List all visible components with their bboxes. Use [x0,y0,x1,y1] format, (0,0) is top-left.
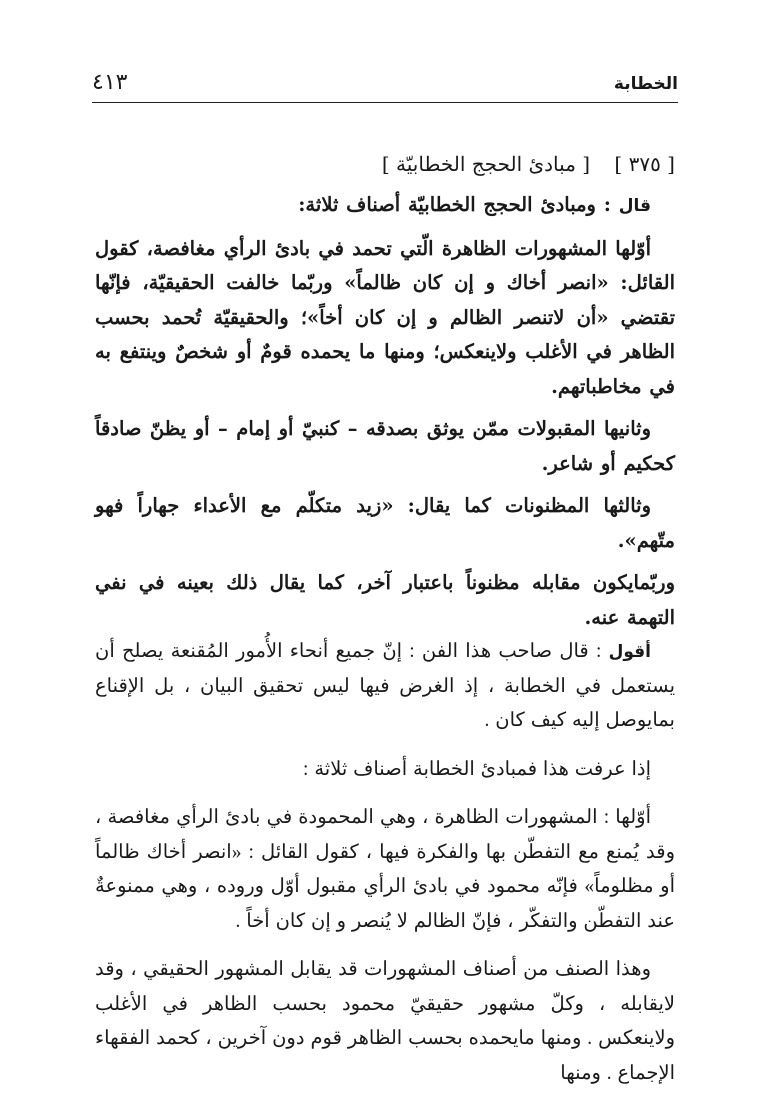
page-content [95,148,675,1091]
matn-intro [95,188,675,224]
aqulu-marker: أقول [608,642,651,662]
sharh-paragraph-3: أوّلها : المشهورات الظاهرة ، وهي المحمودة في بادئ الرأي مغافصة ، وقد يُمنع مع التفطّن بها والفكرة فيها ، كقول القائل : «انصر أخاك ظالماً أو مظلوماً» فإنّه محمود في بادئ الرأي مقبول أوّل وروده ، وهي ممنوعةٌ عند التفطّن والتفكّر ، فإنّ الظالم لا يُنصر و إن كان أخاً . [95,807,675,932]
sharh-paragraph-1 [95,635,675,739]
qala-marker: قال [618,196,651,216]
section-heading [95,148,675,180]
running-header [92,70,678,103]
sharh-paragraph-2: إذا عرفت هذا فمبادئ الخطابة أصناف ثلاثة : [303,758,651,780]
matn-paragraph-2: وثانيها المقبولات ممّن يوثق بصدقه – كنبيّ أو إمام – أو يظنّ صادقاً كحكيم أو شاعر. [95,417,675,475]
page-number: ٤١٣ [92,70,128,95]
section-number: [ ٣٧٥ ] [614,152,675,176]
section-title: [ مبادئ الحجج الخطابيّة ] [381,152,591,176]
matn-paragraph-4: وربّمايكون مقابله مظنوناً باعتبار آخر، كما يقال ذلك بعينه في نفي التهمة عنه. [95,571,675,629]
matn-paragraph-3: وثالثها المظنونات كما يقال: «زيد متكلّم مع الأعداء جهاراً فهو متّهم». [95,494,675,552]
sharh-paragraph-4: وهذا الصنف من أصناف المشهورات قد يقابل المشهور الحقيقي ، وقد لايقابله ، وكلّ مشهور حقيقيّ محمود بحسب الظاهر في الأغلب ولاينعكس . ومنها مايحمده بحسب الظاهر قوم دون آخرين ، كحمد الفقهاء الإجماع . ومنها [95,959,675,1084]
chapter-title: الخطابة [613,74,678,94]
matn-intro-text: : ومبادئ الحجج الخطابيّة أصناف ثلاثة: [298,193,619,216]
matn-paragraph-1: أوّلها المشهورات الظاهرة الّتي تحمد في بادئ الرأي مغافصة، كقول القائل: «انصر أخاك و إن كان ظالماً» وربّما خالفت الحقيقيّة، فإنّها تقتضي «أن لاتنصر الظالم و إن كان أخاً»؛ والحقيقيّة تُحمد بحسب الظاهر في الأغلب ولاينعكس؛ ومنها ما يحمده قومٌ أو شخصٌ وينتفع به في مخاطباتهم. [95,236,675,398]
sharh-paragraph-1-text: : قال صاحب هذا الفن : إنّ جميع أنحاء الأُمور المُقنعة يصلح أن يستعمل في الخطابة ، إذ الغرض فيها ليس تحقيق البيان ، بل الإقناع بمايوصل إليه كيف كان . [95,641,675,731]
